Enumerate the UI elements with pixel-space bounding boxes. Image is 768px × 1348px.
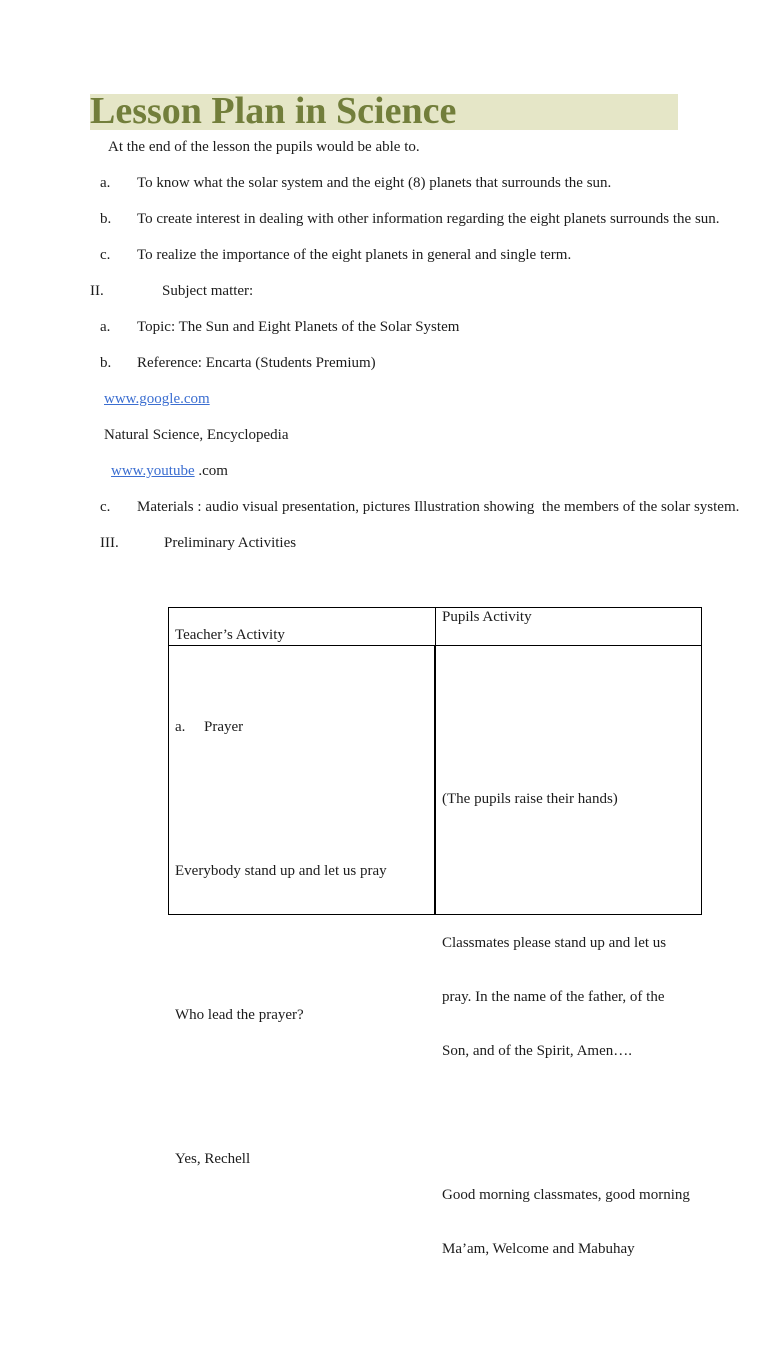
reference-google [0,390,768,408]
teacher-activity-item [175,682,387,772]
pupils-line-text: (The pupils raise their hands) [442,791,618,807]
section-numeral: III. [100,535,119,551]
materials-text: Materials : audio visual presentation, pictures Illustration showing the members of the solar system. [137,499,740,515]
pupils-response [442,898,690,1096]
pupils-line-text: pray. In the name of the father, of the [442,989,665,1005]
teacher-line [175,1114,387,1204]
teacher-line-text: Who lead the prayer? [175,1007,304,1023]
materials-marker: c. [100,499,111,515]
topic-text: Topic: The Sun and Eight Planets of the Solar System [137,319,460,335]
pupils-activity-cell [442,646,690,1348]
objective-text: To know what the solar system and the eight (8) planets that surrounds the sun. [137,175,612,191]
objective-text: To realize the importance of the eight planets in general and single term. [137,247,572,263]
youtube-suffix: .com [194,463,228,479]
pupils-line-text: Son, and of the Spirit, Amen…. [442,1043,632,1059]
pupils-line-text: Classmates please stand up and let us [442,935,667,951]
topic-marker: a. [100,319,111,335]
teacher-line-text: Everybody stand up and let us pray [175,863,387,879]
teacher-line [175,970,387,1060]
pupils-line-text: Ma’am, Welcome and Mabuhay [442,1241,635,1257]
reference-encyclopedia [0,426,768,444]
objective-item [0,246,768,264]
section-heading: Subject matter: [162,283,254,299]
objective-item [0,174,768,192]
pupils-line-text: Good morning classmates, good morning [442,1187,690,1203]
objective-text: To create interest in dealing with other information regarding the eight planets surrounds the sun. [137,211,720,227]
pupils-response [442,1150,690,1294]
youtube-reference [111,462,228,480]
reference-marker: b. [100,355,112,371]
topic-item [0,318,768,336]
title-highlight [90,90,678,132]
page-title: Lesson Plan in Science [90,90,457,132]
reference-text: Reference: Encarta (Students Premium) [137,355,376,371]
objective-marker: a. [100,175,111,191]
header-pupils-activity: Pupils Activity [442,609,532,625]
preliminary-heading [0,534,768,552]
section-heading: Preliminary Activities [164,535,297,551]
encyclopedia-text: Natural Science, Encyclopedia [104,427,289,443]
materials-item [0,498,768,516]
activity-marker: a. [175,719,186,735]
objectives-intro [0,138,768,156]
pupils-response [442,754,690,844]
table-column-divider [434,646,436,914]
reference-youtube [0,462,768,480]
header-teacher-activity: Teacher’s Activity [175,627,285,643]
objectives-intro-text: At the end of the lesson the pupils would be able to. [108,139,420,155]
subject-matter-heading [0,282,768,300]
google-link[interactable]: www.google.com [104,391,210,407]
teacher-line-text: Yes, Rechell [175,1151,251,1167]
teacher-line [175,826,387,916]
youtube-link[interactable]: www.youtube [111,463,195,479]
objective-marker: b. [100,211,112,227]
section-numeral: II. [90,283,104,299]
activity-label: Prayer [204,719,244,735]
table-column-divider [435,608,436,645]
activities-table [168,607,702,1257]
objective-item [0,210,768,228]
objective-marker: c. [100,247,111,263]
reference-item [0,354,768,372]
teacher-activity-cell [175,646,387,1258]
lesson-content [0,138,768,570]
